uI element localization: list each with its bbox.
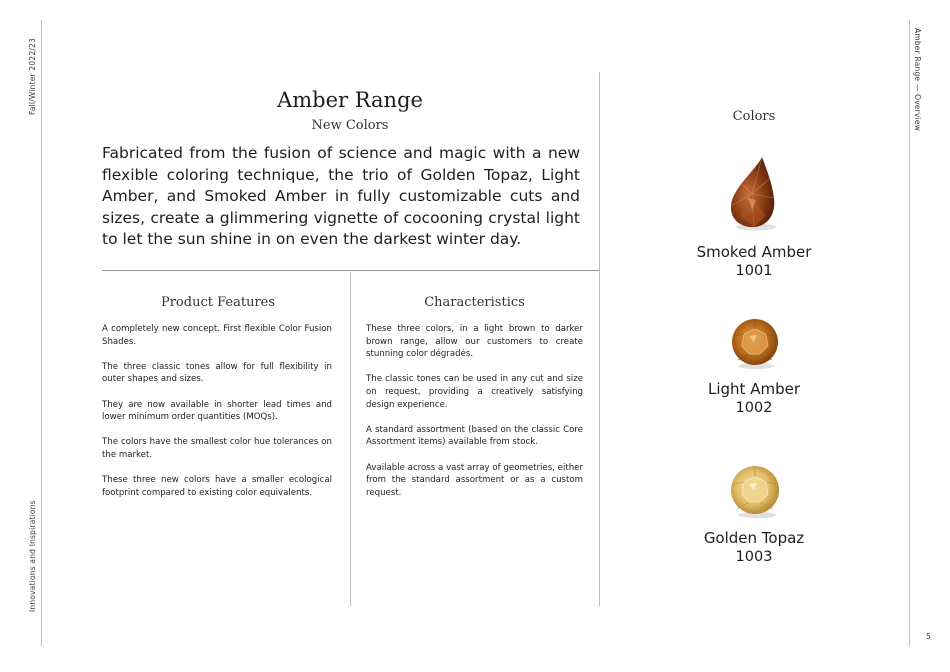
features-list bbox=[102, 323, 332, 512]
page-topic-label: Amber Range — Overview bbox=[913, 28, 922, 132]
golden-topaz-code: 1003 bbox=[735, 549, 773, 565]
characteristic-item: A standard assortment (based on the classic Core Assortment items) available from stock. bbox=[366, 424, 583, 448]
page-number: 5 bbox=[926, 632, 931, 641]
smoked-amber-name: Smoked Amber bbox=[696, 243, 812, 261]
column-divider-main bbox=[599, 72, 600, 606]
column-divider-inner bbox=[350, 272, 351, 606]
feature-item: A completely new concept. First flexible Color Fusion Shades. bbox=[102, 324, 332, 347]
section-divider bbox=[102, 270, 599, 271]
colors-heading: Colors bbox=[732, 109, 776, 124]
left-margin-rule bbox=[41, 20, 42, 646]
season-label: Fall/Winter 2022/23 bbox=[28, 38, 37, 115]
feature-item: The colors have the smallest color hue tolerances on the market. bbox=[102, 437, 332, 460]
page-title: Amber Range bbox=[277, 88, 423, 112]
light-amber-code: 1002 bbox=[735, 400, 773, 416]
golden-topaz-gem-image bbox=[729, 465, 781, 519]
characteristic-item: The classic tones can be used in any cut and size on request, providing a creatively satisfying design experience. bbox=[366, 374, 583, 410]
characteristics-list bbox=[366, 323, 583, 512]
light-amber-name: Light Amber bbox=[708, 380, 800, 398]
smoked-amber-code: 1001 bbox=[735, 263, 773, 279]
page-subtitle: New Colors bbox=[311, 118, 389, 133]
smoked-amber-gem-image bbox=[726, 154, 782, 232]
characteristics-heading: Characteristics bbox=[424, 295, 525, 310]
right-margin-rule bbox=[909, 20, 910, 646]
characteristic-item: Available across a vast array of geometries, either from the standard assortment or as a custom request. bbox=[366, 462, 583, 498]
feature-item: These three new colors have a smaller ecological footprint compared to existing color equivalents. bbox=[102, 475, 332, 498]
feature-item: The three classic tones allow for full flexibility in outer shapes and sizes. bbox=[102, 361, 332, 385]
characteristic-item: These three colors, in a light brown to darker brown range, allow our customers to create stunning color dégradés. bbox=[366, 324, 583, 360]
light-amber-gem-image bbox=[730, 318, 780, 370]
section-label: Innovations and Inspirations bbox=[28, 500, 37, 612]
features-heading: Product Features bbox=[160, 295, 276, 310]
golden-topaz-name: Golden Topaz bbox=[703, 529, 805, 547]
intro-paragraph: Fabricated from the fusion of science and magic with a new flexible coloring technique, the trio of Golden Topaz, Light Amber, and Smoked Amber in fully customizable cuts and sizes, create a glimmering vignette of cocooning crystal light to let the sun shine in on even the darkest winter day. bbox=[102, 144, 580, 248]
feature-item: They are now available in shorter lead times and lower minimum order quantities (MOQs). bbox=[102, 399, 332, 423]
